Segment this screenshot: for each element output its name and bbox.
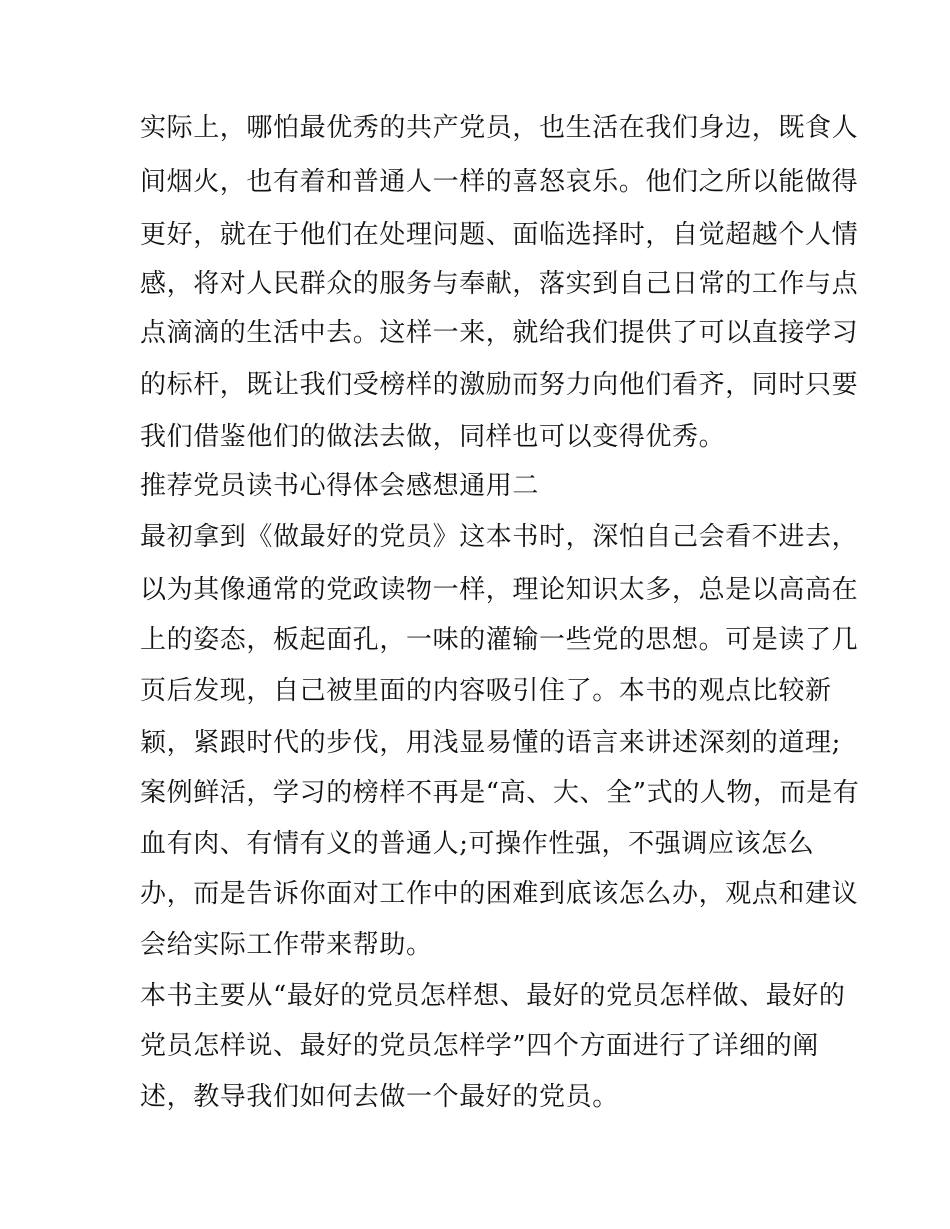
text-line: 间烟火，也有着和普通人一样的喜怒哀乐。他们之所以能做得 [140, 167, 859, 197]
text-line: 的标杆，既让我们受榜样的激励而努力向他们看齐，同时只要 [140, 370, 859, 400]
text-line: 上的姿态，板起面孔，一味的灌输一些党的思想。可是读了几 [140, 625, 859, 655]
text-line: 点滴滴的生活中去。这样一来，就给我们提供了可以直接学习 [140, 318, 859, 348]
text-line: 本书主要从“最好的党员怎样想、最好的党员怎样做、最好的 [140, 981, 846, 1011]
text-line: 页后发现，自己被里面的内容吸引住了。本书的观点比较新 [140, 676, 832, 706]
text-line: 最初拿到《做最好的党员》这本书时，深怕自己会看不进去， [140, 522, 859, 552]
text-line: 感，将对人民群众的服务与奉献，落实到自己日常的工作与点 [140, 269, 859, 299]
text-line: 实际上，哪怕最优秀的共产党员，也生活在我们身边，既食人 [140, 113, 859, 143]
text-line: 更好，就在于他们在处理问题、面临选择时，自觉超越个人情 [140, 220, 859, 250]
text-line: 案例鲜活，学习的榜样不再是“高、大、全”式的人物，而是有 [140, 778, 860, 808]
text-line: 颖，紧跟时代的步伐，用浅显易懂的语言来讲述深刻的道理; [140, 728, 841, 758]
text-line: 述，教导我们如何去做一个最好的党员。 [140, 1082, 619, 1112]
text-line: 党员怎样说、最好的党员怎样学”四个方面进行了详细的阐 [140, 1031, 819, 1061]
text-line: 会给实际工作带来帮助。 [140, 930, 433, 960]
section-heading: 推荐党员读书心得体会感想通用二 [140, 471, 540, 501]
text-line: 以为其像通常的党政读物一样，理论知识太多，总是以高高在 [140, 575, 859, 605]
text-line: 办，而是告诉你面对工作中的困难到底该怎么办，观点和建议 [140, 879, 859, 909]
text-line: 血有肉、有情有义的普通人;可操作性强，不强调应该怎么 [140, 829, 815, 859]
text-line: 我们借鉴他们的做法去做，同样也可以变得优秀。 [140, 422, 726, 452]
